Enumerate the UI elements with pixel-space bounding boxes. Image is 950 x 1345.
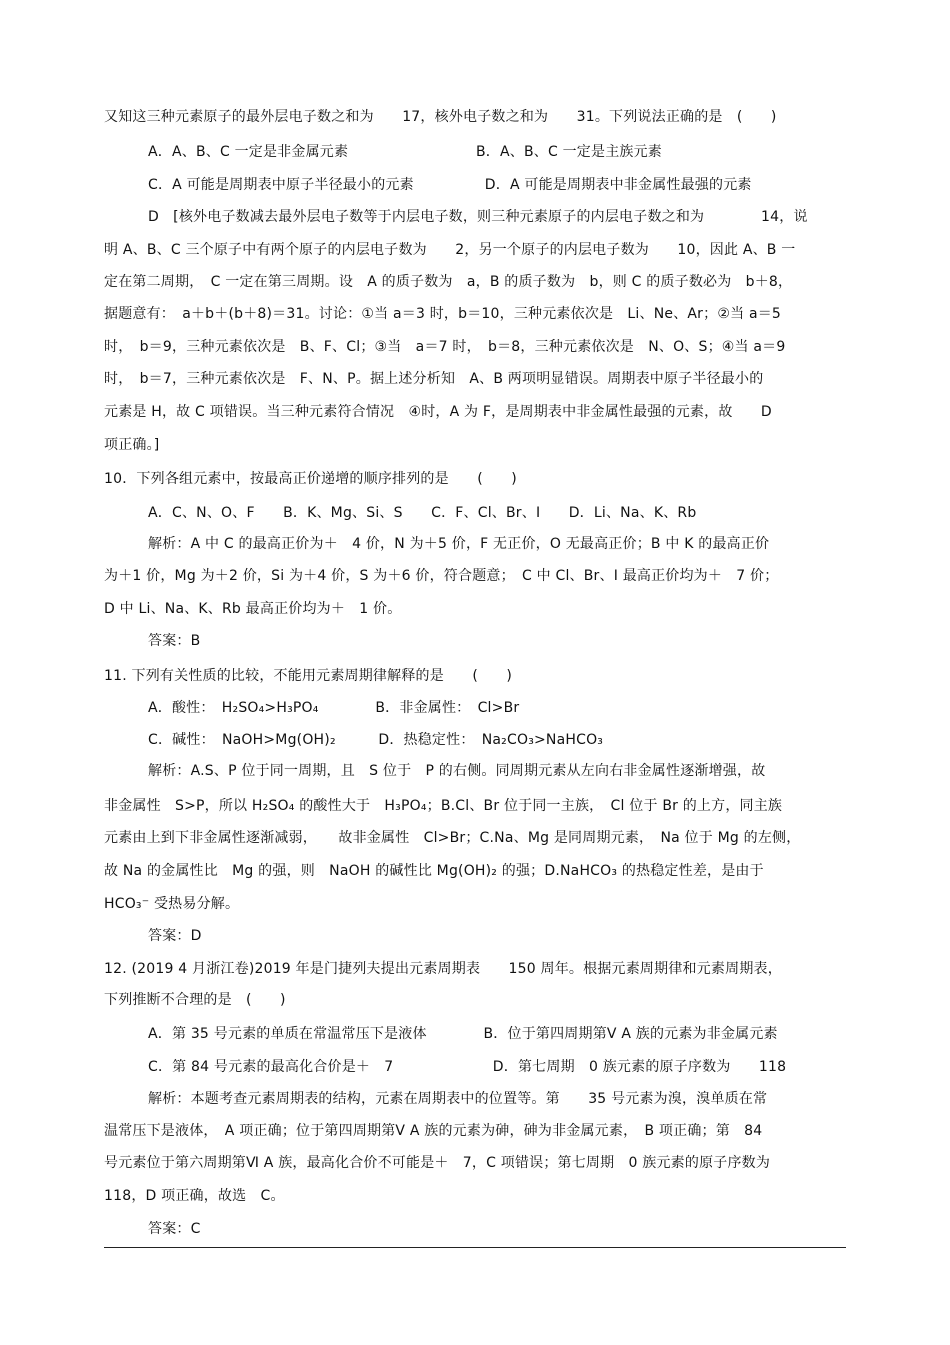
q11-explanation-line: 解析：A.S、P 位于同一周期，且 S 位于 P 的右侧。同周期元素从左向右非金属性逐渐增强，故 bbox=[148, 763, 766, 779]
q11-explanation-line: 元素由上到下非金属性逐渐减弱， 故非金属性 Cl>Br；C.Na、Mg 是同周期元素， Na 位于 Mg 的左侧， bbox=[104, 830, 801, 846]
question-12-stem: 下列推断不合理的是 ( ) bbox=[104, 992, 286, 1008]
q12-explanation-line: 118，D 项正确，故选 C。 bbox=[104, 1188, 285, 1204]
q12-explanation-line: 温常压下是液体， A 项正确；位于第四周期第Ⅴ A 族的元素为砷，砷为非金属元素， B 项正确；第 84 bbox=[104, 1123, 763, 1139]
q11-explanation-line: 故 Na 的金属性比 Mg 的强，则 NaOH 的碱性比 Mg(OH)₂ 的强；D.NaHCO₃ 的热稳定性差，是由于 bbox=[104, 863, 764, 879]
q11-explanation-line: HCO₃⁻ 受热易分解。 bbox=[104, 896, 240, 912]
q10-options: A．C、N、O、F B．K、Mg、Si、S C．F、Cl、Br、I D．Li、Na、K、Rb bbox=[148, 505, 697, 521]
q11-options-ab: A．酸性： H₂SO₄>H₃PO₄ B．非金属性： Cl>Br bbox=[148, 700, 520, 716]
question-11-stem: 11. 下列有关性质的比较，不能用元素周期律解释的是 ( ) bbox=[104, 668, 513, 684]
q9-answer-line: D [核外电子数减去最外层电子数等于内层电子数，则三种元素原子的内层电子数之和为 14，说 bbox=[148, 209, 808, 225]
q11-answer: 答案：D bbox=[148, 928, 202, 944]
q9-options-ab: A．A、B、C 一定是非金属元素 B．A、B、C 一定是主族元素 bbox=[148, 144, 662, 160]
q12-answer: 答案：C bbox=[148, 1221, 201, 1237]
q9-explanation-line: 时， b＝7，三种元素依次是 F、N、P。据上述分析知 A、B 两项明显错误。周期表中原子半径最小的 bbox=[104, 371, 764, 387]
q9-explanation-line: 明 A、B、C 三个原子中有两个原子的内层电子数为 2，另一个原子的内层电子数为 10，因此 A、B 一 bbox=[104, 242, 796, 258]
question-10-stem: 10．下列各组元素中，按最高正价递增的顺序排列的是 ( ) bbox=[104, 471, 517, 487]
q10-answer: 答案：B bbox=[148, 633, 201, 649]
question-9-stem-line: 又知这三种元素原子的最外层电子数之和为 17，核外电子数之和为 31。下列说法正确的是 ( ) bbox=[104, 109, 777, 125]
q9-explanation-line: 据题意有： a＋b＋(b＋8)＝31。讨论：①当 a＝3 时，b＝10，三种元素依次是 Li、Ne、Ar；②当 a＝5 bbox=[104, 306, 782, 322]
q11-explanation-line: 非金属性 S>P，所以 H₂SO₄ 的酸性大于 H₃PO₄；B.Cl、Br 位于同一主族， Cl 位于 Br 的上方，同主族 bbox=[104, 798, 783, 814]
q10-explanation-line: D 中 Li、Na、K、Rb 最高正价均为＋ 1 价。 bbox=[104, 601, 402, 617]
q12-explanation-line: 号元素位于第六周期第Ⅵ A 族，最高化合价不可能是＋ 7，C 项错误；第七周期 0 族元素的原子序数为 bbox=[104, 1155, 771, 1171]
q9-options-cd: C．A 可能是周期表中原子半径最小的元素 D．A 可能是周期表中非金属性最强的元素 bbox=[148, 177, 752, 193]
q10-explanation-line: 为＋1 价，Mg 为＋2 价，Si 为＋4 价，S 为＋6 价，符合题意； C 中 Cl、Br、I 最高正价均为＋ 7 价； bbox=[104, 568, 779, 584]
question-12-stem: 12. (2019 4 月浙江卷)2019 年是门捷列夫提出元素周期表 150 周年。根据元素周期律和元素周期表， bbox=[104, 961, 782, 977]
q11-options-cd: C．碱性： NaOH>Mg(OH)₂ D．热稳定性： Na₂CO₃>NaHCO₃ bbox=[148, 732, 604, 748]
q12-options-cd: C．第 84 号元素的最高化合价是＋ 7 D．第七周期 0 族元素的原子序数为 118 bbox=[148, 1059, 787, 1075]
q12-options-ab: A．第 35 号元素的单质在常温常压下是液体 B．位于第四周期第Ⅴ A 族的元素为非金属元素 bbox=[148, 1026, 778, 1042]
page-bottom-rule bbox=[104, 1247, 846, 1248]
q9-explanation-line: 项正确。] bbox=[104, 437, 160, 453]
q12-explanation-line: 解析：本题考查元素周期表的结构，元素在周期表中的位置等。第 35 号元素为溴，溴单质在常 bbox=[148, 1091, 768, 1107]
q9-explanation-line: 定在第二周期， C 一定在第三周期。设 A 的质子数为 a，B 的质子数为 b，则 C 的质子数必为 b＋8， bbox=[104, 274, 793, 290]
q10-explanation-line: 解析：A 中 C 的最高正价为＋ 4 价，N 为＋5 价，F 无正价，O 无最高正价；B 中 K 的最高正价 bbox=[148, 536, 770, 552]
q9-explanation-line: 元素是 H，故 C 项错误。当三种元素符合情况 ④时，A 为 F，是周期表中非金属性最强的元素，故 D bbox=[104, 404, 772, 420]
q9-explanation-line: 时， b＝9，三种元素依次是 B、F、Cl；③当 a＝7 时， b＝8，三种元素依次是 N、O、S；④当 a＝9 bbox=[104, 339, 786, 355]
